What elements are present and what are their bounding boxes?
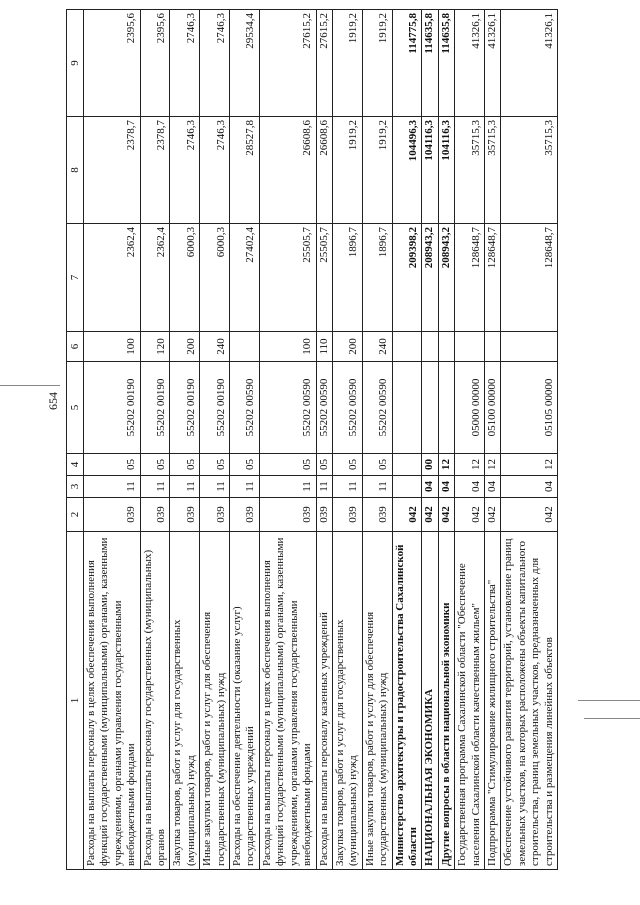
table-row	[501, 10, 558, 870]
cell-col-8: 104116,3	[438, 117, 454, 224]
cell-col-9: 2746,3	[200, 10, 230, 117]
cell-col-2: 042	[501, 498, 558, 532]
cell-col-5: 55202 00190	[84, 362, 141, 454]
cell-col-7: 1896,7	[362, 224, 392, 332]
cell-col-8: 28527,8	[230, 117, 260, 224]
scan-artifact-line	[0, 385, 60, 386]
cell-col-2: 039	[332, 498, 362, 532]
cell-col-6: 120	[140, 332, 170, 362]
row-name-cell: Расходы на выплаты персоналу в целях обеспечения выполнения функций государственными (муниципальными) органами, казенными учреждениями, органами управления государственными внебюджетными фондами	[84, 532, 141, 870]
cell-col-7: 2362,4	[140, 224, 170, 332]
cell-col-6	[422, 332, 438, 362]
header-row	[67, 10, 84, 870]
cell-col-7: 209398,2	[392, 224, 422, 332]
cell-col-9: 1919,2	[362, 10, 392, 117]
cell-col-6	[501, 332, 558, 362]
cell-col-2: 042	[455, 498, 485, 532]
cell-col-2: 042	[422, 498, 438, 532]
table-row	[170, 10, 200, 870]
table-row	[484, 10, 500, 870]
cell-col-8: 2378,7	[140, 117, 170, 224]
table-row	[332, 10, 362, 870]
cell-col-4: 05	[200, 454, 230, 476]
row-name-cell: Расходы на выплаты персоналу казенных учреждений	[316, 532, 332, 870]
cell-col-5	[438, 362, 454, 454]
cell-col-8: 1919,2	[332, 117, 362, 224]
col-header-3: 3	[67, 476, 84, 498]
table-row	[422, 10, 438, 870]
cell-col-3: 11	[332, 476, 362, 498]
cell-col-8: 26608,6	[316, 117, 332, 224]
table-row	[455, 10, 485, 870]
row-name-cell: Расходы на обеспечение деятельности (оказание услуг) государственных учреждений	[230, 532, 260, 870]
cell-col-2: 039	[362, 498, 392, 532]
table-row	[392, 10, 422, 870]
cell-col-2: 039	[259, 498, 316, 532]
table-row	[316, 10, 332, 870]
cell-col-3: 11	[230, 476, 260, 498]
cell-col-4: 05	[170, 454, 200, 476]
cell-col-6: 200	[332, 332, 362, 362]
cell-col-9: 2746,3	[170, 10, 200, 117]
page-number: 654	[46, 392, 60, 410]
row-name-cell: Государственная программа Сахалинской области "Обеспечение населения Сахалинской области качественным жильем"	[455, 532, 485, 870]
cell-col-5	[392, 362, 422, 454]
table-row	[259, 10, 316, 870]
cell-col-3: 11	[362, 476, 392, 498]
row-name-cell: Иные закупки товаров, работ и услуг для обеспечения государственных (муниципальных) нужд	[362, 532, 392, 870]
cell-col-2: 039	[316, 498, 332, 532]
cell-col-7: 128648,7	[484, 224, 500, 332]
col-header-2: 2	[67, 498, 84, 532]
row-name-cell: Расходы на выплаты персоналу государственных (муниципальных) органов	[140, 532, 170, 870]
cell-col-4: 05	[230, 454, 260, 476]
cell-col-9: 27615,2	[259, 10, 316, 117]
cell-col-7: 208943,2	[438, 224, 454, 332]
col-header-7: 7	[67, 224, 84, 332]
cell-col-5: 55202 00590	[230, 362, 260, 454]
cell-col-3	[392, 476, 422, 498]
cell-col-5: 05000 00000	[455, 362, 485, 454]
cell-col-7: 25505,7	[259, 224, 316, 332]
table-row	[200, 10, 230, 870]
cell-col-9: 2395,6	[140, 10, 170, 117]
cell-col-2: 039	[230, 498, 260, 532]
cell-col-9: 29534,4	[230, 10, 260, 117]
cell-col-4: 05	[332, 454, 362, 476]
cell-col-8: 35715,3	[455, 117, 485, 224]
cell-col-5: 55202 00590	[316, 362, 332, 454]
cell-col-2: 039	[170, 498, 200, 532]
cell-col-6	[438, 332, 454, 362]
cell-col-4: 12	[484, 454, 500, 476]
scan-artifact-line	[578, 700, 640, 701]
cell-col-3: 11	[84, 476, 141, 498]
cell-col-5: 05105 00000	[501, 362, 558, 454]
row-name-cell: Другие вопросы в области национальной экономики	[438, 532, 454, 870]
cell-col-8: 104116,3	[422, 117, 438, 224]
row-name-cell: Министерство архитектуры и градостроительства Сахалинской области	[392, 532, 422, 870]
cell-col-4: 00	[422, 454, 438, 476]
cell-col-9: 41326,1	[501, 10, 558, 117]
cell-col-2: 042	[392, 498, 422, 532]
cell-col-9: 41326,1	[484, 10, 500, 117]
cell-col-8: 35715,3	[501, 117, 558, 224]
cell-col-4	[392, 454, 422, 476]
cell-col-8: 104496,3	[392, 117, 422, 224]
cell-col-2: 042	[438, 498, 454, 532]
col-header-8: 8	[67, 117, 84, 224]
cell-col-4: 12	[455, 454, 485, 476]
cell-col-3: 11	[259, 476, 316, 498]
cell-col-7: 128648,7	[501, 224, 558, 332]
row-name-cell: Закупка товаров, работ и услуг для государственных (муниципальных) нужд	[170, 532, 200, 870]
cell-col-9: 114635,8	[438, 10, 454, 117]
cell-col-9: 2395,6	[84, 10, 141, 117]
cell-col-5: 55202 00190	[140, 362, 170, 454]
cell-col-4: 05	[362, 454, 392, 476]
cell-col-3: 04	[422, 476, 438, 498]
rotated-table-container	[66, 10, 626, 870]
cell-col-6: 200	[170, 332, 200, 362]
cell-col-7: 128648,7	[455, 224, 485, 332]
cell-col-7: 27402,4	[230, 224, 260, 332]
cell-col-4: 05	[84, 454, 141, 476]
cell-col-6	[392, 332, 422, 362]
cell-col-9: 114635,8	[422, 10, 438, 117]
cell-col-3: 04	[484, 476, 500, 498]
cell-col-6: 240	[200, 332, 230, 362]
row-name-cell: Расходы на выплаты персоналу в целях обеспечения выполнения функций государственными (муниципальными) органами, казенными учреждениями, органами управления государственными внебюджетными фондами	[259, 532, 316, 870]
cell-col-6: 110	[316, 332, 332, 362]
cell-col-3: 11	[200, 476, 230, 498]
col-header-5: 5	[67, 362, 84, 454]
cell-col-4: 05	[259, 454, 316, 476]
cell-col-9: 114775,8	[392, 10, 422, 117]
cell-col-7: 2362,4	[84, 224, 141, 332]
row-name-cell: Закупка товаров, работ и услуг для государственных (муниципальных) нужд	[332, 532, 362, 870]
cell-col-7: 208943,2	[422, 224, 438, 332]
cell-col-9: 41326,1	[455, 10, 485, 117]
cell-col-5: 55202 00190	[170, 362, 200, 454]
col-header-4: 4	[67, 454, 84, 476]
cell-col-8: 26608,6	[259, 117, 316, 224]
cell-col-6: 100	[259, 332, 316, 362]
cell-col-7: 1896,7	[332, 224, 362, 332]
table-body	[84, 10, 558, 870]
cell-col-8: 35715,3	[484, 117, 500, 224]
scan-artifact-line	[584, 718, 640, 719]
cell-col-4: 05	[140, 454, 170, 476]
cell-col-4: 12	[438, 454, 454, 476]
cell-col-6	[230, 332, 260, 362]
table-row	[438, 10, 454, 870]
table-row	[140, 10, 170, 870]
cell-col-5: 55202 00590	[362, 362, 392, 454]
cell-col-2: 039	[200, 498, 230, 532]
cell-col-8: 2746,3	[200, 117, 230, 224]
cell-col-9: 27615,2	[316, 10, 332, 117]
table-row	[84, 10, 141, 870]
cell-col-8: 2746,3	[170, 117, 200, 224]
row-name-cell: НАЦИОНАЛЬНАЯ ЭКОНОМИКА	[422, 532, 438, 870]
cell-col-3: 11	[140, 476, 170, 498]
cell-col-5: 55202 00590	[259, 362, 316, 454]
cell-col-2: 039	[84, 498, 141, 532]
cell-col-3: 11	[316, 476, 332, 498]
row-name-cell: Обеспечение устойчивого развития территорий, установление границ земельных участков, на которых расположены объекты капитального строительства, границ земельных участков, предназначенных для строительства и размещения линейных объектов	[501, 532, 558, 870]
cell-col-7: 6000,3	[170, 224, 200, 332]
cell-col-6	[455, 332, 485, 362]
cell-col-9: 1919,2	[332, 10, 362, 117]
row-name-cell: Подпрограмма "Стимулирование жилищного строительства"	[484, 532, 500, 870]
col-header-1: 1	[67, 532, 84, 870]
cell-col-3: 11	[170, 476, 200, 498]
budget-table	[66, 9, 558, 870]
cell-col-7: 25505,7	[316, 224, 332, 332]
cell-col-5: 55202 00590	[332, 362, 362, 454]
cell-col-2: 039	[140, 498, 170, 532]
col-header-9: 9	[67, 10, 84, 117]
cell-col-7: 6000,3	[200, 224, 230, 332]
cell-col-5	[422, 362, 438, 454]
cell-col-5: 55202 00190	[200, 362, 230, 454]
cell-col-6: 100	[84, 332, 141, 362]
table-row	[230, 10, 260, 870]
cell-col-3: 04	[438, 476, 454, 498]
cell-col-3: 04	[455, 476, 485, 498]
table-row	[362, 10, 392, 870]
cell-col-3: 04	[501, 476, 558, 498]
row-name-cell: Иные закупки товаров, работ и услуг для обеспечения государственных (муниципальных) нужд	[200, 532, 230, 870]
cell-col-4: 12	[501, 454, 558, 476]
cell-col-2: 042	[484, 498, 500, 532]
cell-col-6	[484, 332, 500, 362]
cell-col-6: 240	[362, 332, 392, 362]
cell-col-5: 05100 00000	[484, 362, 500, 454]
col-header-6: 6	[67, 332, 84, 362]
cell-col-8: 1919,2	[362, 117, 392, 224]
cell-col-8: 2378,7	[84, 117, 141, 224]
cell-col-4: 05	[316, 454, 332, 476]
